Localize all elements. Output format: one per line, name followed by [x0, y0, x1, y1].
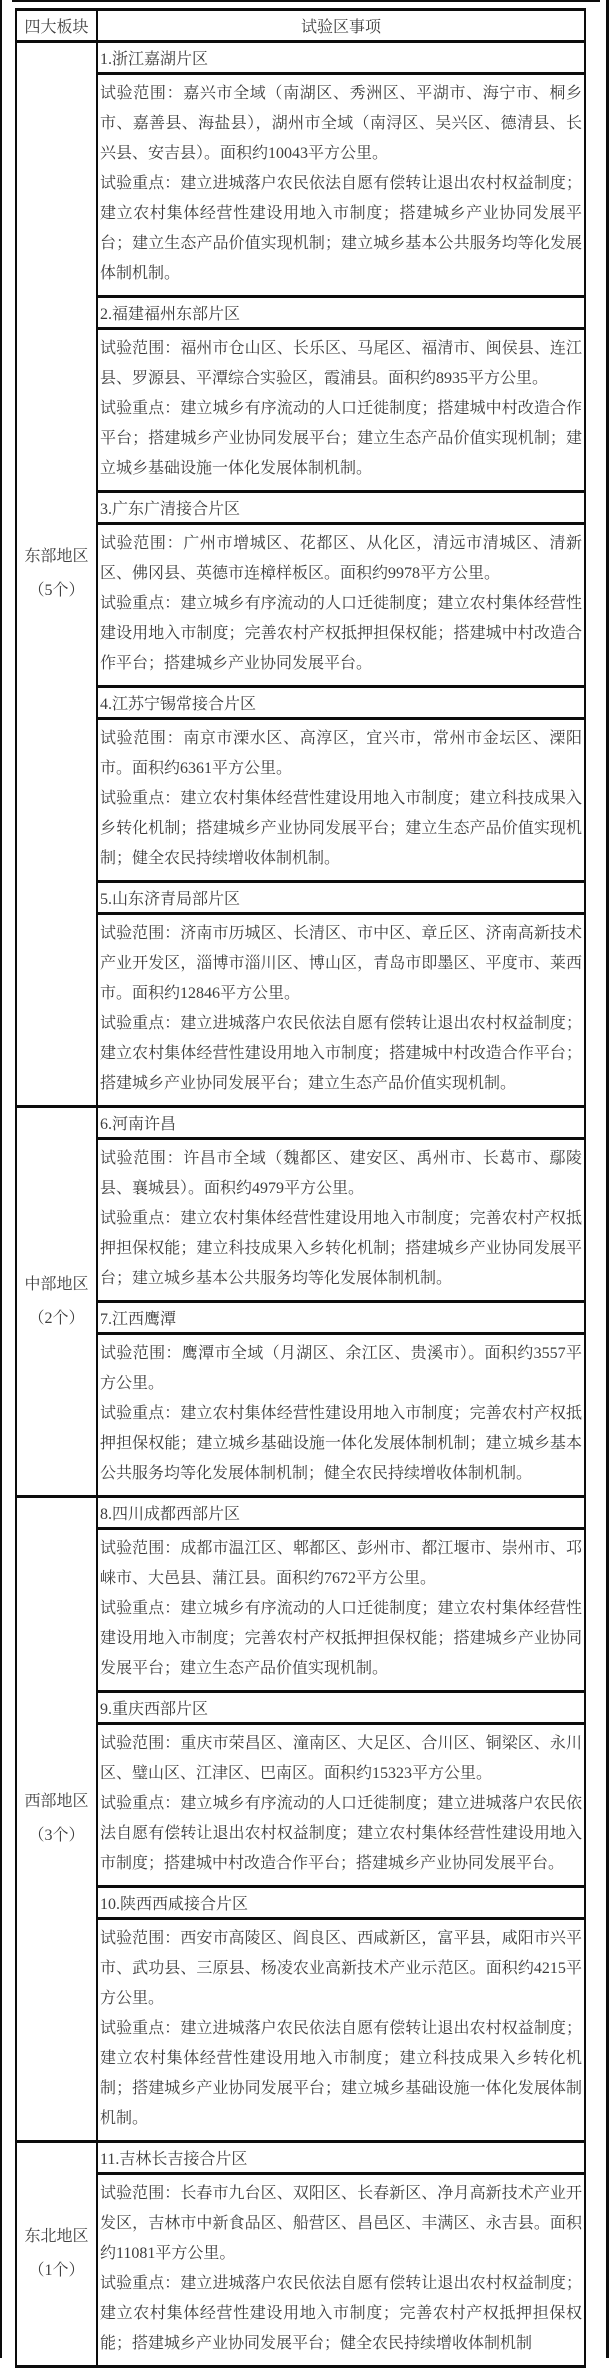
- zone-title-cell: 11.吉林长吉接合片区: [97, 2142, 585, 2174]
- zone-title-cell: 6.河南许昌: [97, 1107, 585, 1139]
- zone-detail-cell: [97, 329, 585, 492]
- zone-title-cell: 2.福建福州东部片区: [97, 297, 585, 329]
- zone-title-row: [16, 2142, 585, 2174]
- region-count: （3个）: [28, 1827, 85, 1844]
- focus-paragraph: 试验重点：建立城乡有序流动的人口迁徙制度；建立农村集体经营性建设用地入市制度；完善农村产权抵押担保权能；搭建城乡产业协同发展平台；建立生态产品价值实现机制。: [100, 1600, 582, 1677]
- zone-title-cell: 5.山东济青局部片区: [97, 882, 585, 914]
- zone-detail-cell: [97, 1334, 585, 1497]
- focus-paragraph: 试验重点：建立进城落户农民依法自愿有偿转让退出农村权益制度；建立农村集体经营性建设用地入市制度；完善农村产权抵押担保权能；搭建城乡产业协同发展平台；健全农民持续增收体制机制: [100, 2275, 582, 2352]
- zone-detail-cell: [97, 1139, 585, 1302]
- zone-title-row: [16, 1302, 585, 1334]
- zone-detail-cell: [97, 1529, 585, 1692]
- region-name: 东北地区: [24, 2228, 89, 2245]
- scope-paragraph: 试验范围：济南市历城区、长清区、市中区、章丘区、济南高新技术产业开发区，淄博市淄川区、博山区，青岛市即墨区、平度市、莱西市。面积约12846平方公里。: [100, 925, 582, 1002]
- outer-frame-top-line: [12, 0, 600, 2]
- focus-paragraph: 试验重点：建立城乡有序流动的人口迁徙制度；搭建城中村改造合作平台；搭建城乡产业协同发展平台；建立生态产品价值实现机制；建立城乡基础设施一体化发展体制机制。: [100, 400, 582, 477]
- scope-paragraph: 试验范围：福州市仓山区、长乐区、马尾区、福清市、闽侯县、连江县、罗源县、平潭综合实验区，霞浦县。面积约8935平方公里。: [100, 340, 582, 387]
- zone-detail-cell: [97, 2174, 585, 2367]
- region-group-cell-2: [16, 1497, 97, 2142]
- zone-title-cell: 10.陕西西咸接合片区: [97, 1887, 585, 1919]
- zone-title-row: [16, 882, 585, 914]
- zone-detail-row: [16, 1919, 585, 2142]
- region-name: 西部地区: [24, 1793, 89, 1810]
- focus-paragraph: 试验重点：建立农村集体经营性建设用地入市制度；完善农村产权抵押担保权能；建立科技成果入乡转化机制；搭建城乡产业协同发展平台；建立城乡基本公共服务均等化发展体制机制。: [100, 1210, 582, 1287]
- focus-paragraph: 试验重点：建立城乡有序流动的人口迁徙制度；建立进城落户农民依法自愿有偿转让退出农村权益制度；建立农村集体经营性建设用地入市制度；搭建城中村改造合作平台；搭建城乡产业协同发展平台。: [100, 1795, 582, 1872]
- scope-paragraph: 试验范围：广州市增城区、花都区、从化区，清远市清城区、清新区、佛冈县、英德市连樟样板区。面积约9978平方公里。: [100, 535, 582, 582]
- focus-paragraph: 试验重点：建立城乡有序流动的人口迁徙制度；建立农村集体经营性建设用地入市制度；完善农村产权抵押担保权能；搭建城中村改造合作平台；搭建城乡产业协同发展平台。: [100, 595, 582, 672]
- region-count: （5个）: [28, 582, 85, 599]
- region-name: 东部地区: [24, 548, 89, 565]
- zone-title-row: [16, 297, 585, 329]
- scope-paragraph: 试验范围：嘉兴市全域（南湖区、秀洲区、平湖市、海宁市、桐乡市、嘉善县、海盐县），湖州市全域（南浔区、吴兴区、德清县、长兴县、安吉县）。面积约10043平方公里。: [100, 85, 582, 162]
- scope-paragraph: 试验范围：许昌市全域（魏都区、建安区、禹州市、长葛市、鄢陵县、襄城县）。面积约4979平方公里。: [100, 1150, 582, 1197]
- zone-title-cell: 3.广东广清接合片区: [97, 492, 585, 524]
- zone-title-row: [16, 42, 585, 74]
- focus-paragraph: 试验重点：建立进城落户农民依法自愿有偿转让退出农村权益制度；建立农村集体经营性建设用地入市制度；搭建城乡产业协同发展平台；建立生态产品价值实现机制；建立城乡基本公共服务均等化发展体制机制。: [100, 175, 582, 282]
- zone-title-cell: 8.四川成都西部片区: [97, 1497, 585, 1529]
- scope-paragraph: 试验范围：成都市温江区、郫都区、彭州市、都江堰市、崇州市、邛崃市、大邑县、蒲江县。面积约7672平方公里。: [100, 1540, 582, 1587]
- zone-detail-cell: [97, 524, 585, 687]
- zone-title-cell: 7.江西鹰潭: [97, 1302, 585, 1334]
- zone-detail-row: [16, 1529, 585, 1692]
- zone-title-row: [16, 1497, 585, 1529]
- zone-detail-row: [16, 1139, 585, 1302]
- scope-paragraph: 试验范围：重庆市荣昌区、潼南区、大足区、合川区、铜梁区、永川区、璧山区、江津区、巴南区。面积约15323平方公里。: [100, 1735, 582, 1782]
- header-cell-region: 四大板块: [16, 10, 97, 42]
- zone-detail-row: [16, 524, 585, 687]
- focus-paragraph: 试验重点：建立进城落户农民依法自愿有偿转让退出农村权益制度；建立农村集体经营性建设用地入市制度；建立科技成果入乡转化机制；搭建城乡产业协同发展平台；建立城乡基础设施一体化发展体制机制。: [100, 2020, 582, 2127]
- zone-title-row: [16, 1107, 585, 1139]
- zone-detail-cell: [97, 719, 585, 882]
- table-header-row: [16, 10, 585, 42]
- region-group-cell-1: [16, 1107, 97, 1497]
- zone-title-cell: 1.浙江嘉湖片区: [97, 42, 585, 74]
- scope-paragraph: 试验范围：鹰潭市全域（月湖区、余江区、贵溪市）。面积约3557平方公里。: [100, 1345, 582, 1392]
- zone-detail-row: [16, 2174, 585, 2367]
- zone-detail-row: [16, 1724, 585, 1887]
- header-cell-matters: 试验区事项: [97, 10, 585, 42]
- pilot-zone-table: [15, 8, 586, 2368]
- zone-title-row: [16, 1887, 585, 1919]
- focus-paragraph: 试验重点：建立进城落户农民依法自愿有偿转让退出农村权益制度；建立农村集体经营性建设用地入市制度；搭建城中村改造合作平台；搭建城乡产业协同发展平台；建立生态产品价值实现机制。: [100, 1015, 582, 1092]
- region-count: （1个）: [28, 2262, 85, 2279]
- scope-paragraph: 试验范围：西安市高陵区、阎良区、西咸新区，富平县，咸阳市兴平市、武功县、三原县、杨凌农业高新技术产业示范区。面积约4215平方公里。: [100, 1930, 582, 2007]
- focus-paragraph: 试验重点：建立农村集体经营性建设用地入市制度；完善农村产权抵押担保权能；建立城乡基础设施一体化发展体制机制；建立城乡基本公共服务均等化发展体制机制；健全农民持续增收体制机制。: [100, 1405, 582, 1482]
- zone-title-row: [16, 492, 585, 524]
- zone-title-row: [16, 687, 585, 719]
- zone-detail-cell: [97, 914, 585, 1107]
- table-body: [16, 42, 585, 2367]
- zone-detail-row: [16, 74, 585, 297]
- region-name: 中部地区: [24, 1275, 89, 1293]
- focus-paragraph: 试验重点：建立农村集体经营性建设用地入市制度；建立科技成果入乡转化机制；搭建城乡产业协同发展平台；建立生态产品价值实现机制；健全农民持续增收体制机制。: [100, 790, 582, 867]
- outer-frame-left-line: [0, 0, 2, 2358]
- zone-detail-row: [16, 914, 585, 1107]
- zone-detail-cell: [97, 1724, 585, 1887]
- region-group-cell-3: [16, 2142, 97, 2367]
- scope-paragraph: 试验范围：南京市溧水区、高淳区，宜兴市，常州市金坛区、溧阳市。面积约6361平方公里。: [100, 730, 582, 777]
- zone-detail-cell: [97, 1919, 585, 2142]
- region-group-cell-0: [16, 42, 97, 1107]
- outer-frame-right-line: [606, 0, 609, 2358]
- zone-detail-row: [16, 1334, 585, 1497]
- zone-title-cell: 4.江苏宁锡常接合片区: [97, 687, 585, 719]
- zone-title-row: [16, 1692, 585, 1724]
- zone-detail-cell: [97, 74, 585, 297]
- scope-paragraph: 试验范围：长春市九台区、双阳区、长春新区、净月高新技术产业开发区，吉林市中新食品区、船营区、昌邑区、丰满区、永吉县。面积约11081平方公里。: [100, 2185, 582, 2262]
- zone-detail-row: [16, 719, 585, 882]
- zone-title-cell: 9.重庆西部片区: [97, 1692, 585, 1724]
- region-count: （2个）: [28, 1309, 85, 1327]
- zone-detail-row: [16, 329, 585, 492]
